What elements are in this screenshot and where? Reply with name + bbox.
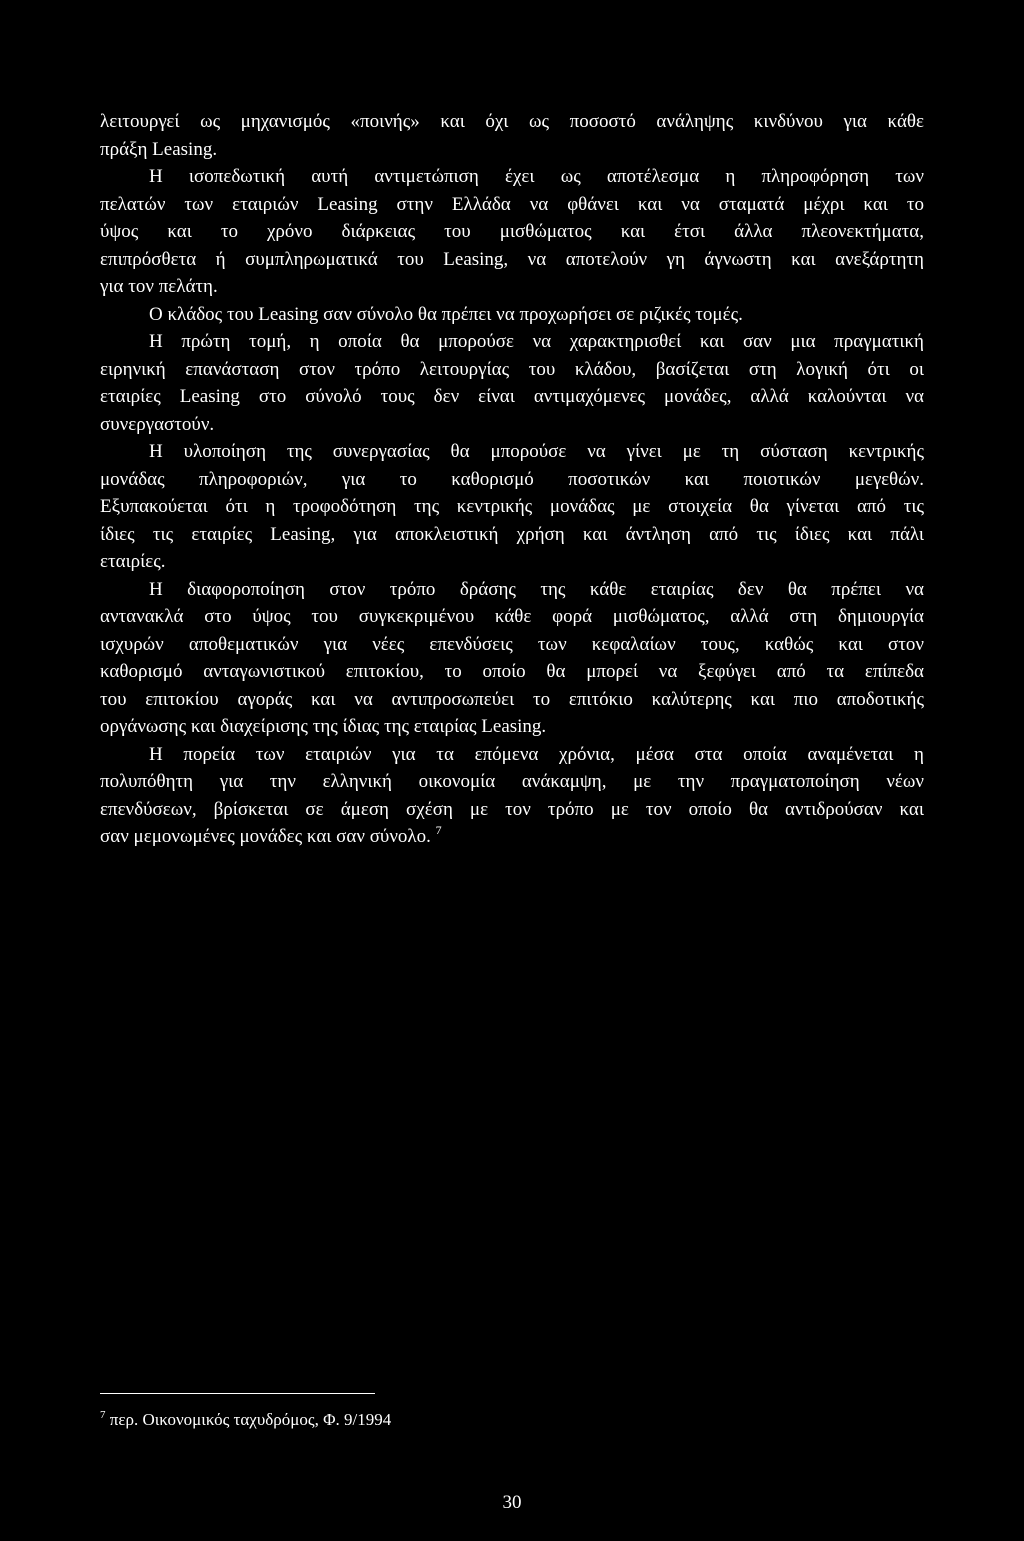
- text-line: πελατών των εταιριών Leasing στην Ελλάδα να φθάνει και να σταματά μέχρι και το: [100, 193, 924, 215]
- text-line: Η διαφοροποίηση στον τρόπο δράσης της κάθε εταιρίας δεν θα πρέπει να: [149, 578, 924, 600]
- text-line: Η υλοποίηση της συνεργασίας θα μπορούσε να γίνει με τη σύσταση κεντρικής: [149, 441, 924, 462]
- text-line: λειτουργεί ως μηχανισμός «ποινής» και όχι ως ποσοστό ανάληψης κινδύνου για κάθε: [100, 111, 924, 132]
- footnote-separator: [100, 1393, 375, 1394]
- text-line: πολυπόθητη για την ελληνική οικονομία ανάκαμψη, με την πραγματοποίηση νέων: [100, 771, 924, 792]
- text-line: καθορισμό ανταγωνιστικού επιτοκίου, το οποίο θα μπορεί να ξεφύγει από τα επίπεδα: [100, 661, 924, 682]
- text-line: εταιρίες Leasing στο σύνολό τους δεν είναι αντιμαχόμενες μονάδες, αλλά καλούνται να: [100, 386, 924, 407]
- page-number: 30: [502, 1492, 522, 1513]
- text-line: για τον πελάτη.: [100, 276, 218, 297]
- footnote-text: περ. Οικονομικός ταχυδρόμος, Φ. 9/1994: [109, 1410, 392, 1429]
- footnote-reference[interactable]: 7: [435, 823, 442, 837]
- text-line: μονάδας πληροφοριών, για το καθορισμό ποσοτικών και ποιοτικών μεγεθών.: [100, 468, 924, 490]
- text-line: ισχυρών αποθεματικών για νέες επενδύσεις των κεφαλαίων τους, καθώς και στον: [100, 633, 924, 655]
- text-line: πράξη Leasing.: [100, 138, 218, 160]
- footnote-number: 7: [100, 1409, 106, 1421]
- text-line: Η πρώτη τομή, η οποία θα μπορούσε να χαρακτηρισθεί και σαν μια πραγματική: [149, 331, 924, 352]
- text-line: οργάνωσης και διαχείρισης της ίδιας της εταιρίας Leasing.: [100, 716, 547, 737]
- text-line: επενδύσεων, βρίσκεται σε άμεση σχέση με τον τρόπο με τον οποίο θα αντιδρούσαν και: [100, 798, 924, 820]
- text-line: αντανακλά στο ύψος του συγκεκριμένου κάθε φορά μισθώματος, αλλά στη δημιουργία: [100, 606, 924, 627]
- text-line: εταιρίες.: [100, 551, 166, 572]
- text-line: Η ισοπεδωτική αυτή αντιμετώπιση έχει ως αποτέλεσμα η πληροφόρηση των: [149, 166, 924, 187]
- text-line: Ο κλάδος του Leasing σαν σύνολο θα πρέπει να προχωρήσει σε ριζικές τομές.: [149, 303, 743, 325]
- text-line: Εξυπακούεται ότι η τροφοδότηση της κεντρικής μονάδας με στοιχεία θα γίνεται από τις: [100, 496, 924, 517]
- text-line-with-footnote: [100, 823, 924, 851]
- footnote: [100, 1409, 391, 1431]
- text-line: ύψος και το χρόνο διάρκειας του μισθώματος και έτσι άλλα πλεονεκτήματα,: [100, 221, 924, 242]
- text-line: του επιτοκίου αγοράς και να αντιπροσωπεύει το επιτόκιο καλύτερης και πιο αποδοτικής: [100, 688, 924, 710]
- text-line: Η πορεία των εταιριών για τα επόμενα χρόνια, μέσα στα οποία αναμένεται η: [149, 743, 924, 765]
- text-line: συνεργαστούν.: [100, 413, 215, 435]
- text-line: επιπρόσθετα ή συμπληρωματικά του Leasing, να αποτελούν γη άγνωστη και ανεξάρτητη: [100, 248, 924, 270]
- text-line: ίδιες τις εταιρίες Leasing, για αποκλειστική χρήση και άντληση από τις ίδιες και πάλι: [100, 523, 924, 545]
- text-line: ειρηνική επανάσταση στον τρόπο λειτουργίας του κλάδου, βασίζεται στη λογική ότι οι: [100, 358, 924, 380]
- text-line-content: σαν μεμονωμένες μονάδες και σαν σύνολο.: [100, 826, 431, 847]
- body-text: [100, 108, 924, 851]
